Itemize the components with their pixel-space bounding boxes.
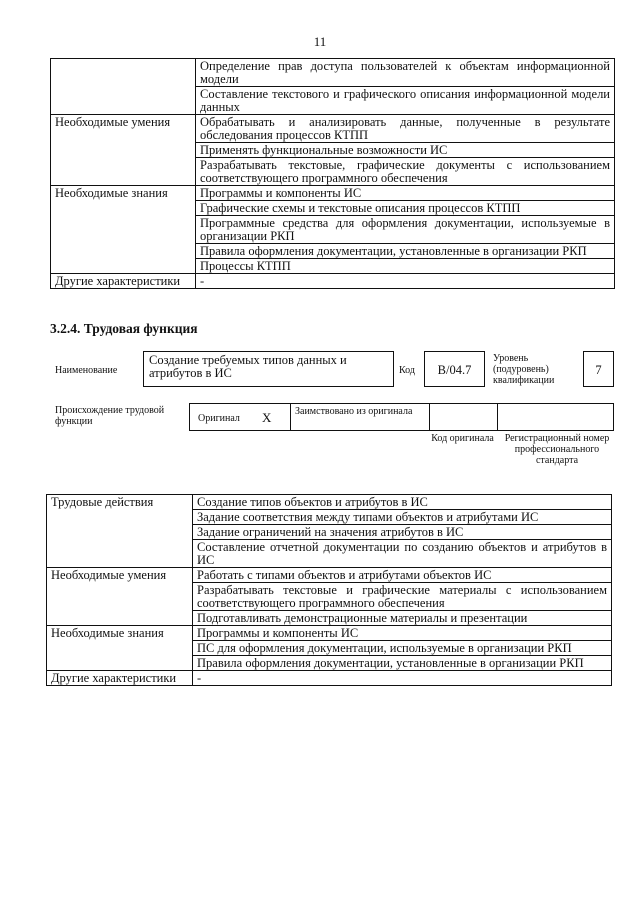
divider [497, 404, 498, 430]
row-label: Другие характеристики [47, 671, 193, 686]
table-row [47, 671, 612, 686]
table-cell: Графические схемы и текстовые описания процессов КТПП [196, 201, 615, 216]
labor-function-table [46, 494, 612, 686]
function-code-box: В/04.7 [424, 351, 485, 387]
divider [429, 404, 430, 430]
table-cell: Программы и компоненты ИС [196, 186, 615, 201]
table-cell: Программы и компоненты ИС [193, 626, 612, 641]
function-name-box: Создание требуемых типов данных и атрибутов в ИС [143, 351, 394, 387]
table-cell: Применять функциональные возможности ИС [196, 143, 615, 158]
original-label: Оригинал [198, 413, 240, 424]
table-row [47, 495, 612, 510]
table-cell: Процессы КТПП [196, 259, 615, 274]
table-row [47, 568, 612, 583]
row-label: Необходимые знания [47, 626, 193, 671]
code-original-label: Код оригинала [431, 433, 494, 444]
table-cell: Подготавливать демонстрационные материалы и презентации [193, 611, 612, 626]
table-cell: Правила оформления документации, установленные в организации РКП [196, 244, 615, 259]
table-row [51, 274, 615, 289]
registration-number-label: Регистрационный номер профессионального стандарта [504, 433, 610, 466]
skills-knowledge-table-continued [50, 58, 615, 289]
origin-label: Происхождение трудовой функции [55, 405, 165, 427]
row-label: Необходимые умения [47, 568, 193, 626]
table-cell: - [193, 671, 612, 686]
original-mark: X [262, 410, 272, 425]
table-row [51, 186, 615, 201]
table-cell: Задание ограничений на значения атрибутов в ИС [193, 525, 612, 540]
table-cell: ПС для оформления документации, используемые в организации РКП [193, 641, 612, 656]
table-cell: Работать с типами объектов и атрибутами объектов ИС [193, 568, 612, 583]
table-cell: Правила оформления документации, установленные в организации РКП [193, 656, 612, 671]
table-row [47, 626, 612, 641]
name-label: Наименование [55, 365, 118, 376]
row-label: Трудовые действия [47, 495, 193, 568]
table-cell: - [196, 274, 615, 289]
level-value-box: 7 [583, 351, 614, 387]
row-label: Необходимые умения [51, 115, 196, 186]
section-title: 3.2.4. Трудовая функция [50, 321, 198, 336]
table-cell: Программные средства для оформления документации, используемые в организации РКП [196, 216, 615, 244]
table-cell: Составление отчетной документации по созданию объектов и атрибутов в ИС [193, 540, 612, 568]
table-cell: Обрабатывать и анализировать данные, полученные в результате обследования процессов КТПП [196, 115, 615, 143]
level-label: Уровень (подуровень) квалификации [493, 353, 555, 386]
table-row [51, 115, 615, 143]
borrowed-label: Заимствовано из оригинала [295, 406, 413, 417]
table-cell: Составление текстового и графического описания информационной модели данных [196, 87, 615, 115]
divider [290, 404, 291, 430]
table-cell: Разрабатывать текстовые, графические документы с использованием соответствующего программного обеспечения [196, 158, 615, 186]
row-label [51, 59, 196, 115]
table-cell: Определение прав доступа пользователей к объектам информационной модели [196, 59, 615, 87]
row-label: Другие характеристики [51, 274, 196, 289]
origin-table [189, 403, 614, 431]
table-row [51, 59, 615, 87]
table-cell: Задание соответствия между типами объектов и атрибутами ИС [193, 510, 612, 525]
row-label: Необходимые знания [51, 186, 196, 274]
table-cell: Разрабатывать текстовые и графические материалы с использованием соответствующего программного обеспечения [193, 583, 612, 611]
page-number: 11 [313, 34, 327, 49]
table-cell: Создание типов объектов и атрибутов в ИС [193, 495, 612, 510]
code-label: Код [399, 365, 415, 376]
